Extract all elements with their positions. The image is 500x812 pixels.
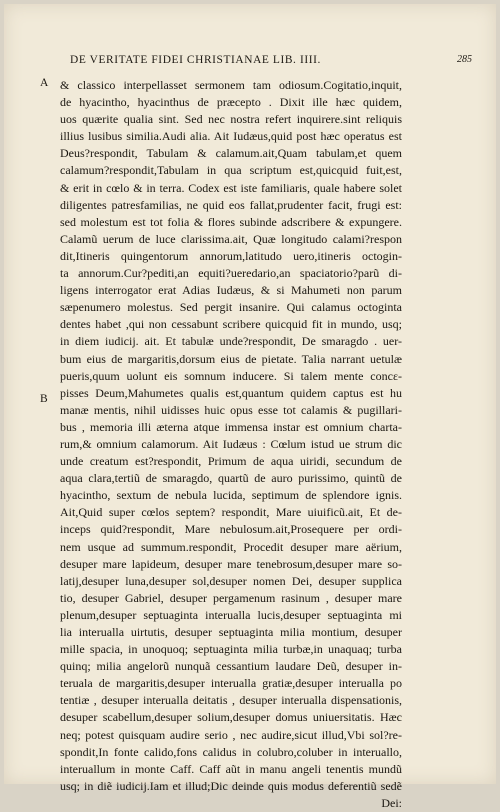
- margin-marker-a: A: [40, 77, 49, 89]
- text-line: hyacintho, sextum de nebula lucida, septimum de splendore ignis.: [60, 488, 402, 503]
- text-line: sed molestum est tot folia & flores subinde adscribere & expungere.: [60, 214, 402, 229]
- text-line: illius lusibus similia.Audi alia. Ait Iudæus,quid post hæc operatus est: [60, 129, 402, 144]
- text-line: usq; in diẽ iudicij.Iam et illud;Dic deinde quis modus deferentiũ sedẽ: [60, 778, 402, 793]
- text-line: Calamũ uerum de luce clarissima.ait, Quæ longitudo calami?respon: [60, 231, 402, 246]
- text-line: lia interualla uirtutis, desuper septuaginta milia montium, desuper: [60, 625, 402, 639]
- text-line: nem usque ad summum.respondit, Procedit desuper mare aërium,: [60, 539, 402, 554]
- text-line: de hyacintho, hyacinthus de præcepto . Dixit ille hæc quidem,: [60, 95, 402, 110]
- text-line: bum eius de margaritis,dorsum eius de pietate. Talia narrant uetulæ: [60, 351, 402, 366]
- text-line: desuper mare lapideum, desuper mare tenebrosum,desuper mare so-: [60, 556, 402, 571]
- text-line: diligentes patresfamilias, ne quid eos fallat,prudenter facit, frugi est:: [60, 197, 402, 212]
- text-line: Dei:: [381, 795, 402, 810]
- page-number: 285: [457, 54, 472, 65]
- text-line: rum,& omnium calamorum. Ait Iudæus : Cœlum istud ue strum dic: [60, 436, 402, 451]
- text-line: plenum,desuper septuaginta interualla lucis,desuper septuaginta mi: [60, 607, 402, 622]
- text-line: unde creatum est?respondit, Primum de aqua uiridi, secundum de: [60, 454, 402, 469]
- text-line: sæpenumero molestus. Sed pergit insanire. Qui calamus octoginta: [60, 300, 402, 315]
- text-line: pueris,quum uolunt eis somnum inducere. Si talem mente concε-: [60, 368, 402, 383]
- text-line: teruala de margaritis,desuper interualla gratiæ,desuper interualla po: [60, 676, 402, 691]
- text-line: aqua clara,tertiũ de smaragdo, quartũ de auro purissimo, quintũ de: [60, 471, 402, 486]
- text-line: & erit in cœlo & in terra. Codex est iste familiaris, quale habere solet: [60, 180, 402, 195]
- text-line: manæ mentis, nihil uidisses huic opus esse tot calamis & pugillari-: [60, 402, 402, 417]
- text-line: Ait,Quid super cœlos septem? respondit, Mare uiuificũ.ait, Et de-: [60, 505, 402, 520]
- text-line: tentiæ , desuper interualla deitatis , desuper interualla dispensationis,: [60, 693, 402, 708]
- text-line: spondit,In fonte calido,fons calidus in colubro,coluber in interuallo,: [60, 744, 402, 759]
- text-line: latij,desuper luna,desuper sol,desuper nomen Dei, desuper supplica: [60, 573, 402, 588]
- text-line: pisses Deum,Mahumetes qualis est,quantum quidem captus est hu: [60, 385, 402, 400]
- text-line: calamum?respondit,Tabulam in qua scriptum est,quicquid fuit,est,: [60, 163, 402, 178]
- text-line: uos quærite qualia sint. Sed nec nostra refert inquirere.sint reliquis: [60, 112, 402, 127]
- text-line: bus , memoria illi æterna atque immensa instar est omnium charta-: [60, 419, 402, 434]
- text-line: inceps quid?respondit, Mare nebulosum.ait,Prosequere per ordi-: [60, 522, 402, 537]
- text-line: neq; potest quisquam audire serio , nec audire,sicut illud,Vbi sol?re-: [60, 727, 402, 742]
- page-header: [48, 54, 472, 70]
- text-line: dentes habet ,qui non cessabunt scribere quicquid fit in mundo, usq;: [60, 317, 402, 332]
- running-head: DE VERITATE FIDEI CHRISTIANAE LIB. IIII.: [70, 54, 321, 66]
- text-line: in diem iudicij. ait. Et tabulæ unde?respondit, De smaragdo . uer-: [60, 334, 402, 349]
- text-line: ligens interrogator erat Adias Iudæus, & si Mahumeti non parum: [60, 283, 402, 298]
- text-line: dit,Itineris quingentorum annorum,latitudo uero,itineris octogin-: [60, 248, 402, 263]
- text-line: ta annorum.Cur?pediti,an equiti?ueredario,an spaciatorio?parũ di-: [60, 266, 402, 281]
- text-line: quinq; milia angelorũ nunquã cessantium laudare Deũ, desuper in-: [60, 659, 402, 674]
- text-line: & classico interpellasset sermonem tam odiosum.Cogitatio,inquit,: [60, 78, 402, 92]
- text-line: desuper scabellum,desuper solium,desuper domus uniuersitatis. Hæc: [60, 710, 402, 725]
- book-page: [4, 4, 496, 810]
- text-line: Deus?respondit, Tabulam & calamum.ait,Quam tabulam,et quem: [60, 146, 402, 161]
- text-line: tio, desuper Gabriel, desuper pergamenum rasinum , desuper mare: [60, 590, 402, 605]
- margin-marker-b: B: [40, 393, 48, 405]
- text-line: interuallum in monte Caff. Caff aũt in manu angeli tenentis mundũ: [60, 761, 402, 776]
- text-line: mille spacia, in unoquoq; septuaginta milia turbæ,in unaquaq; turba: [60, 642, 402, 657]
- body-text: [60, 77, 402, 812]
